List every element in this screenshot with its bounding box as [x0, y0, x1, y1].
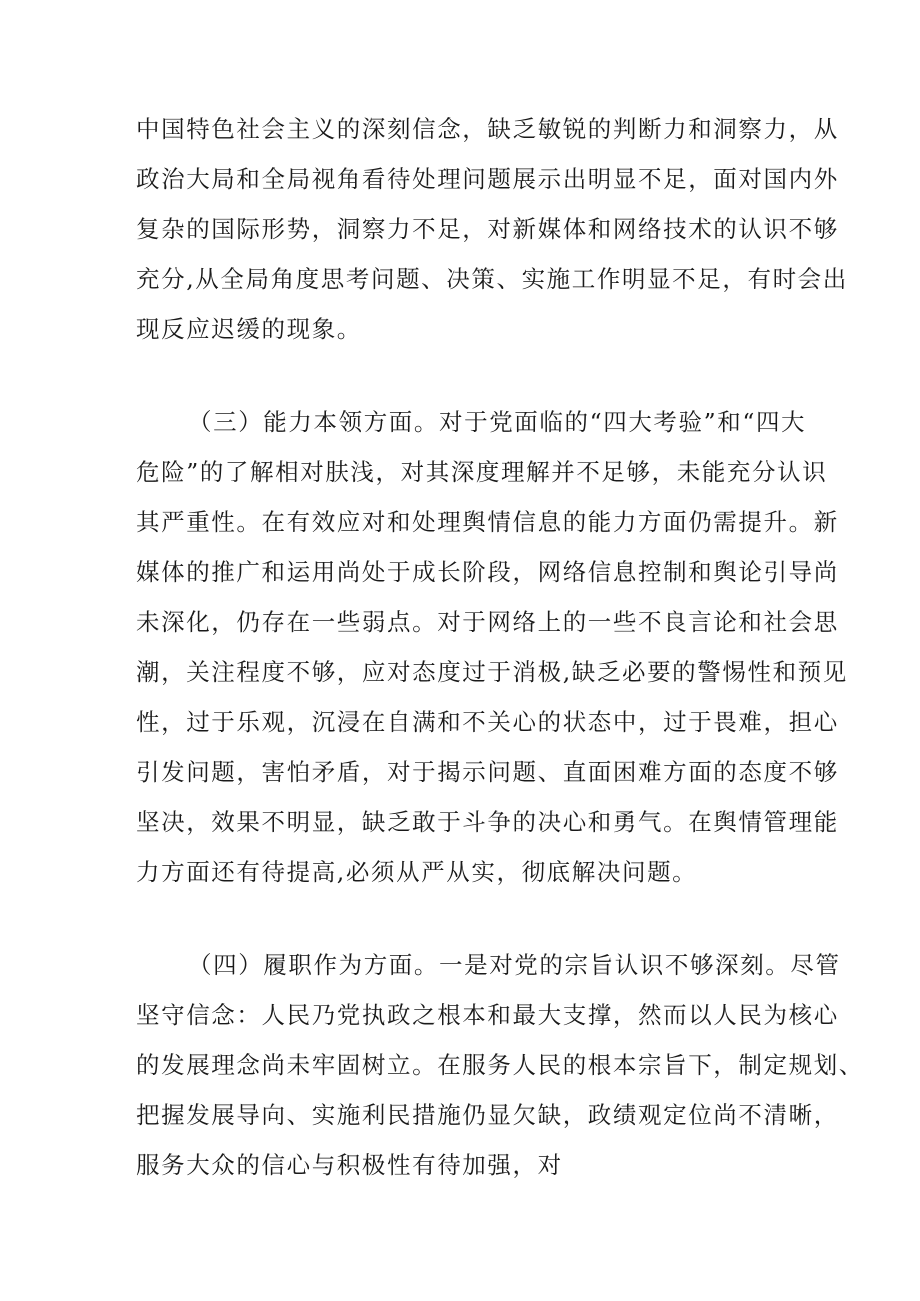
text-line: 力方面还有待提高,必须从严从实，彻底解决问题。	[136, 858, 698, 886]
text-line: 充分,从全局角度思考问题、决策、实施工作明显不足，有时会出	[136, 265, 848, 293]
text-line: （三）能力本领方面。对于党面临的“四大考验”和“四大	[188, 408, 807, 436]
text-line: 中国特色社会主义的深刻信念，缺乏敏锐的判断力和洞察力，从	[136, 115, 839, 143]
text-line: 现反应迟缓的现象。	[136, 315, 362, 343]
text-line: 引发问题，害怕矛盾，对于揭示问题、直面困难方面的态度不够	[136, 758, 839, 786]
text-line: 其严重性。在有效应对和处理舆情信息的能力方面仍需提升。新	[136, 508, 839, 536]
text-line: 坚决，效果不明显，缺乏敢于斗争的决心和勇气。在舆情管理能	[136, 808, 839, 836]
text-line: 媒体的推广和运用尚处于成长阶段，网络信息控制和舆论引导尚	[136, 558, 839, 586]
text-line: 的发展理念尚未牢固树立。在服务人民的根本宗旨下，制定规划、	[136, 1051, 864, 1079]
text-line: 服务大众的信心与积极性有待加强，对	[136, 1151, 563, 1179]
text-line: 坚守信念：人民乃党执政之根本和最大支撑，然而以人民为核心	[136, 1001, 839, 1029]
text-line: 危险”的了解相对肤浅，对其深度理解并不足够，未能充分认识	[136, 458, 828, 486]
text-line: 把握发展导向、实施利民措施仍显欠缺，政绩观定位尚不清晰，	[136, 1101, 839, 1129]
text-line: （四）履职作为方面。一是对党的宗旨认识不够深刻。尽管	[188, 951, 841, 979]
text-line: 性，过于乐观，沉浸在自满和不关心的状态中，过于畏难，担心	[136, 708, 839, 736]
text-line: 潮，关注程度不够，应对态度过于消极,缺乏必要的警惕性和预见	[136, 658, 848, 686]
text-line: 复杂的国际形势，洞察力不足，对新媒体和网络技术的认识不够	[136, 215, 839, 243]
text-line: 未深化，仍存在一些弱点。对于网络上的一些不良言论和社会思	[136, 608, 839, 636]
text-line: 政治大局和全局视角看待处理问题展示出明显不足，面对国内外	[136, 165, 839, 193]
